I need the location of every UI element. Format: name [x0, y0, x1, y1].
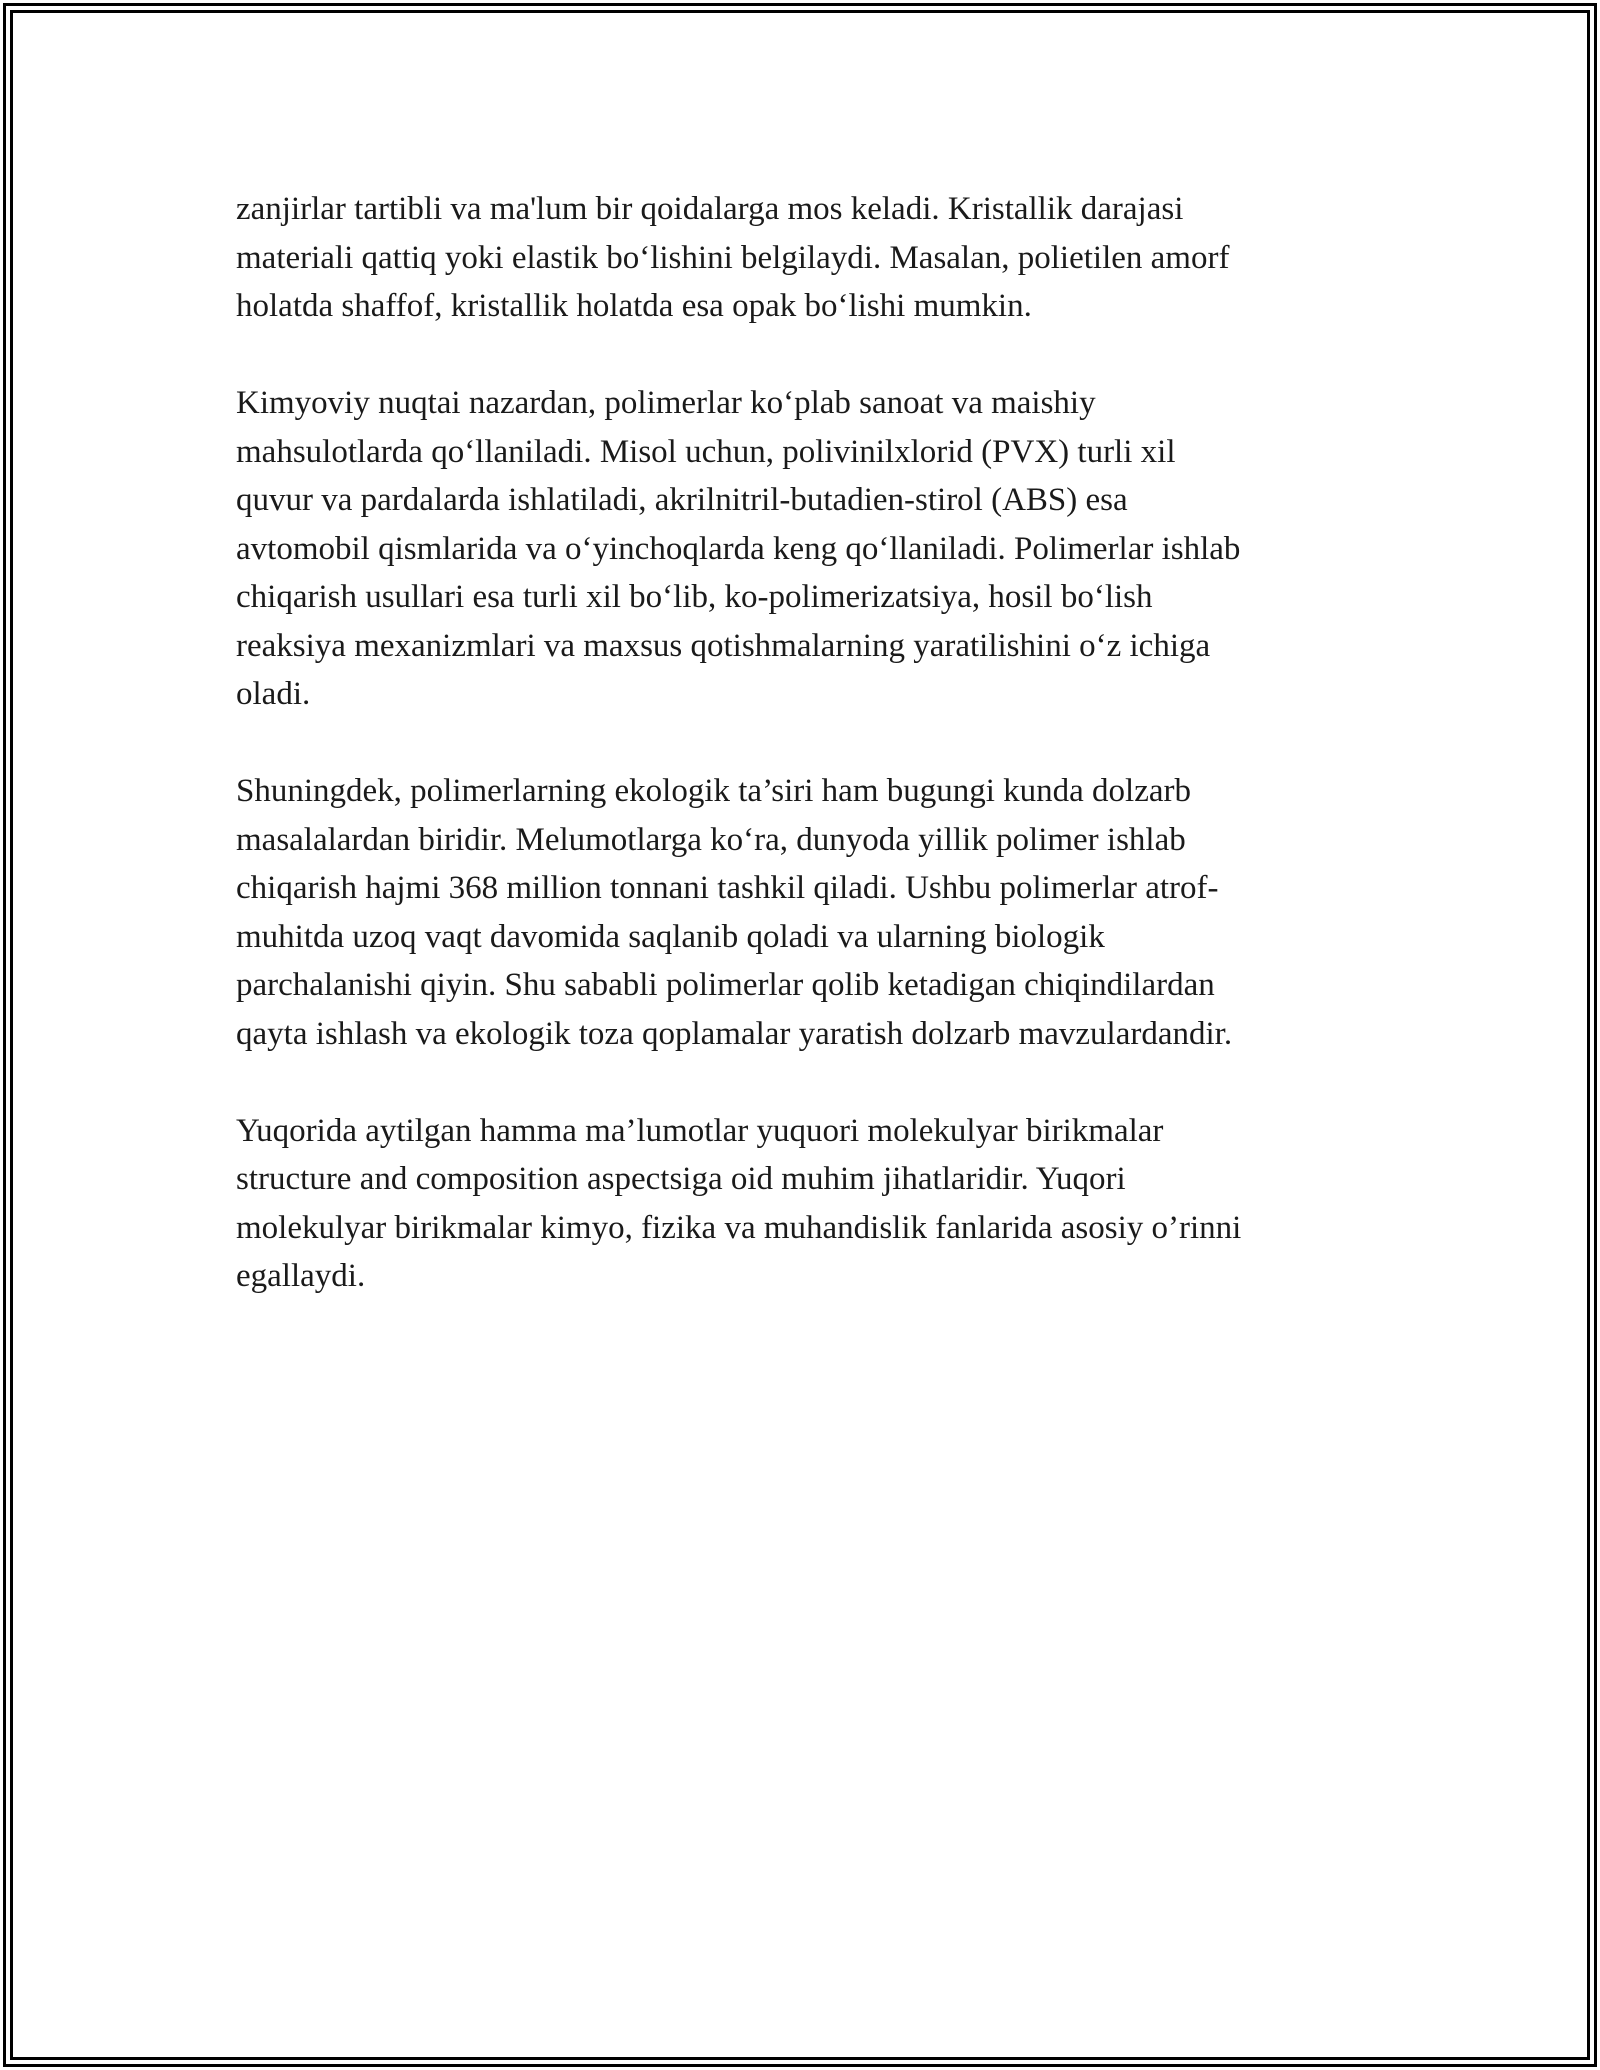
paragraph-industrial-use: Kimyoviy nuqtai nazardan, polimerlar ko‘plab sanoat va maishiy mahsulotlarda qo‘llaniladi. Misol uchun, polivinilxlorid (PVX) turli xil quvur va pardalarda ishlatiladi, akrilnitril-butadien-stirol (ABS) esa avtomobil qismlarida va o‘yinchoqlarda keng qo‘llaniladi. Polimerlar ishlab chiqarish usullari esa turli xil bo‘lib, ko-polimerizatsiya, hosil bo‘lish reaksiya mexanizmlari va maxsus qotishmalarning yaratilishini o‘z ichiga oladi. — [236, 385, 1241, 712]
paragraph-conclusion: Yuqorida aytilgan hamma ma’lumotlar yuquori molekulyar birikmalar structure and composition aspectsiga oid muhim jihatlaridir. Yuqori molekulyar birikmalar kimyo, fizika va muhandislik fanlarida asosiy o’rinni egallaydi. — [236, 1112, 1242, 1294]
paragraph-crystallinity: zanjirlar tartibli va ma'lum bir qoidalarga mos keladi. Kristallik darajasi materiali qattiq yoki elastik bo‘lishini belgilaydi. Masalan, polietilen amorf holatda shaffof, kristallik holatda esa opak bo‘lishi mumkin. — [236, 191, 1230, 324]
document-body — [236, 185, 1366, 1349]
paragraph-ecological-impact: Shuningdek, polimerlarning ekologik ta’siri ham bugungi kunda dolzarb masalalardan biridir. Melumotlarga ko‘ra, dunyoda yillik polimer ishlab chiqarish hajmi 368 million tonnani tashkil qiladi. Ushbu polimerlar atrof- muhitda uzoq vaqt davomida saqlanib qoladi va ularning biologik parchalanishi qiyin. Shu sababli polimerlar qolib ketadigan chiqindilardan qayta ishlash va ekologik toza qoplamalar yaratish dolzarb mavzulardandir. — [236, 773, 1233, 1052]
